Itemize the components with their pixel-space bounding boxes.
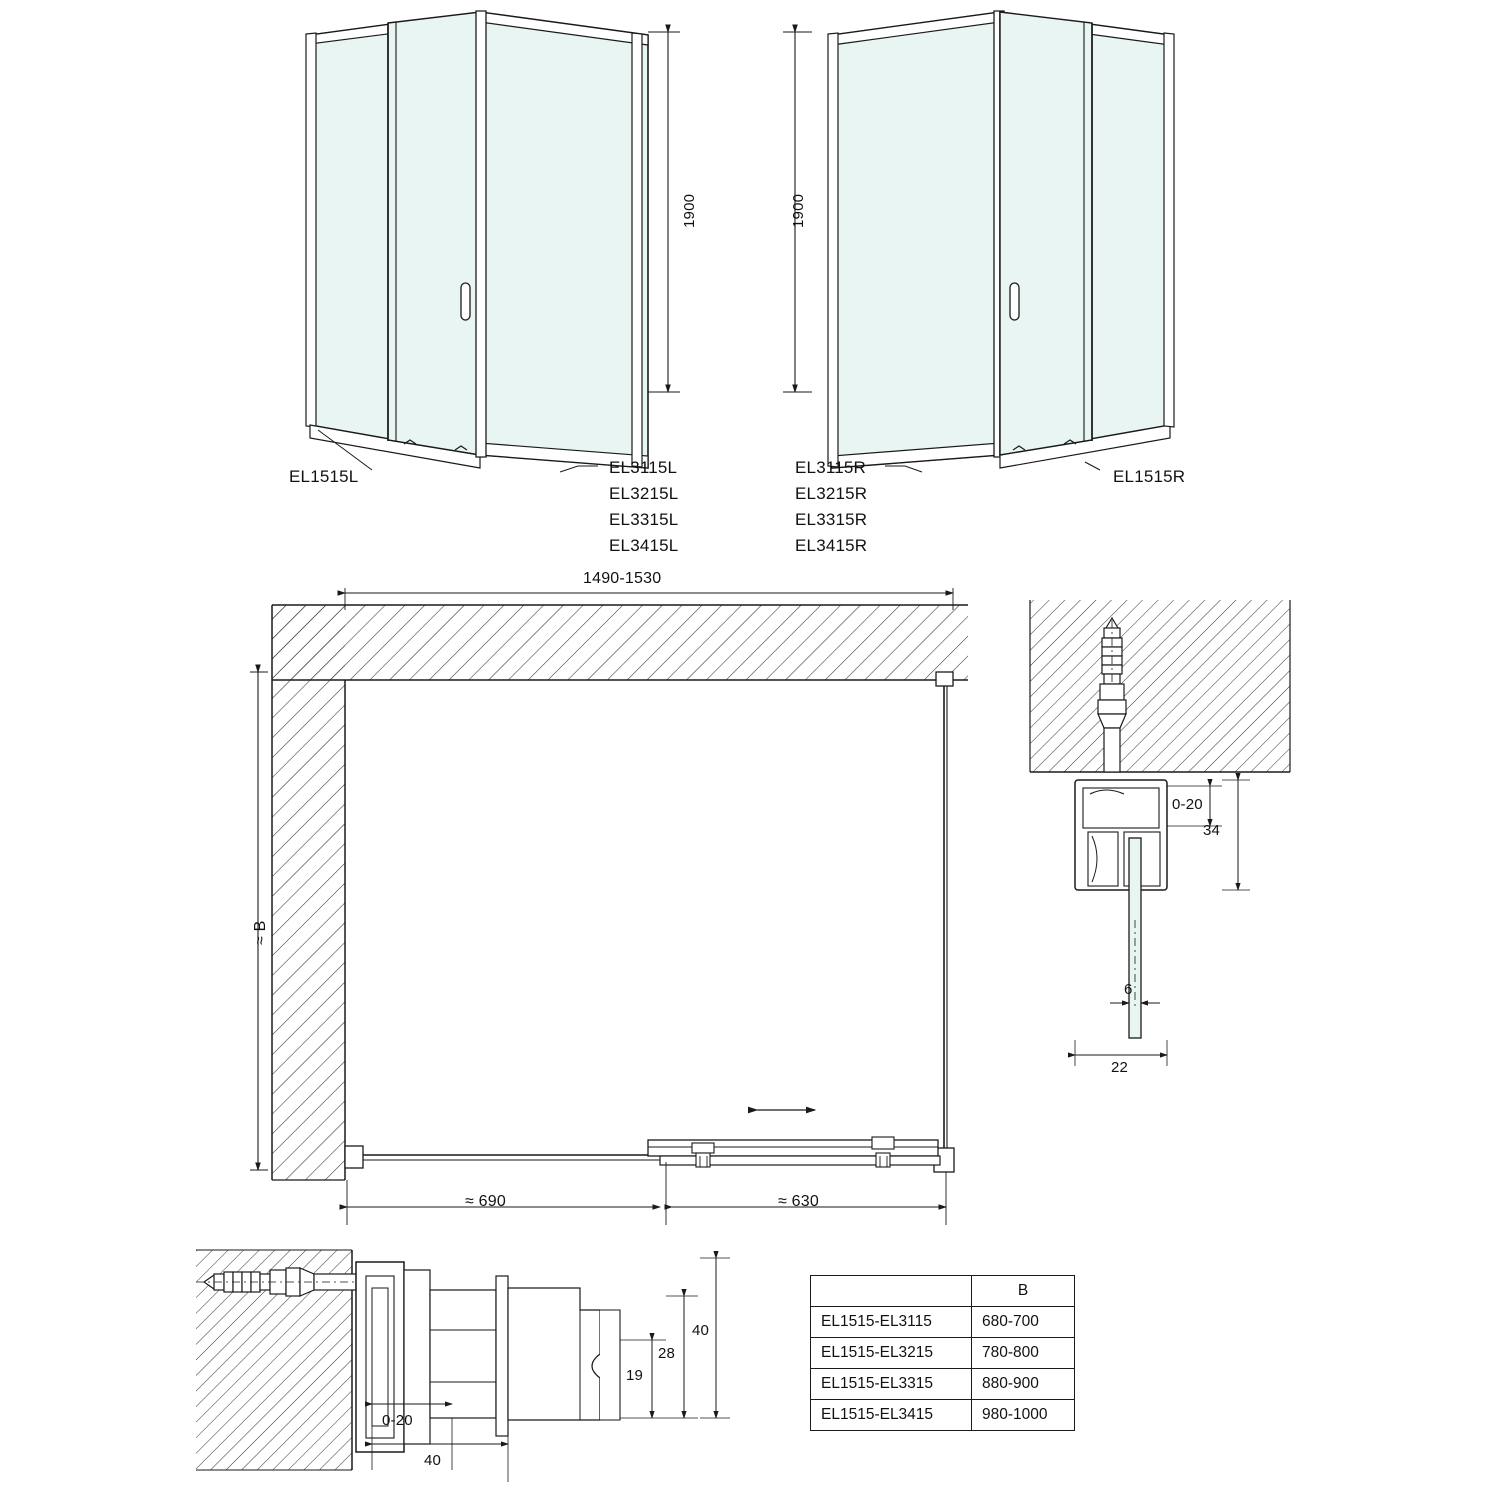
- table-cell-model: EL1515-EL3115: [811, 1307, 972, 1338]
- dimension-table: [810, 1275, 1075, 1431]
- table-header-blank: [811, 1276, 972, 1307]
- dim-bottom-depth: 40: [692, 1322, 710, 1339]
- label-el1515r: EL1515R: [1113, 467, 1186, 486]
- table-header-row: [811, 1276, 1075, 1307]
- dim-bottom-glass: 19: [626, 1367, 644, 1384]
- dim-bottom-width: 40: [424, 1452, 442, 1469]
- plan-view: [250, 588, 968, 1225]
- dim-glass-thickness: 6: [1124, 981, 1133, 998]
- table-cell-b: 680-700: [972, 1307, 1075, 1338]
- table-cell-model: EL1515-EL3315: [811, 1369, 972, 1400]
- table-cell-b: 880-900: [972, 1369, 1075, 1400]
- dim-plan-left-segment: ≈ 690: [465, 1193, 506, 1210]
- table-cell-b: 980-1000: [972, 1400, 1075, 1431]
- label-el3415l: EL3415L: [609, 536, 679, 555]
- label-el3215l: EL3215L: [609, 484, 679, 503]
- right-iso-view: [783, 11, 1174, 472]
- label-el1515l: EL1515L: [289, 467, 359, 486]
- table-cell-b: 780-800: [972, 1338, 1075, 1369]
- dim-plan-depth: ≈ B: [252, 920, 269, 945]
- bottom-detail-view: [196, 1250, 730, 1482]
- label-el3415r: EL3415R: [795, 536, 868, 555]
- dim-right-iso-height: 1900: [790, 193, 807, 228]
- table-row: [811, 1307, 1075, 1338]
- label-el3115l: EL3115L: [609, 458, 678, 477]
- profile-detail-view: [1030, 600, 1290, 1066]
- label-el3215r: EL3215R: [795, 484, 868, 503]
- dim-plan-right-segment: ≈ 630: [778, 1193, 819, 1210]
- dim-plan-width: 1490-1530: [583, 570, 662, 587]
- dim-profile-height: 34: [1203, 822, 1221, 839]
- table-cell-model: EL1515-EL3415: [811, 1400, 972, 1431]
- table-cell-model: EL1515-EL3215: [811, 1338, 972, 1369]
- table-row: [811, 1338, 1075, 1369]
- label-el3315l: EL3315L: [609, 510, 679, 529]
- left-iso-view: [306, 11, 680, 472]
- dim-profile-width: 22: [1111, 1059, 1129, 1076]
- label-el3115r: EL3115R: [795, 458, 867, 477]
- table-header-b: B: [972, 1276, 1075, 1307]
- table-row: [811, 1400, 1075, 1431]
- dim-bottom-adjust: 0-20: [382, 1412, 413, 1429]
- label-el3315r: EL3315R: [795, 510, 868, 529]
- dim-bottom-inner: 28: [658, 1345, 676, 1362]
- dim-profile-adjust: 0-20: [1172, 796, 1203, 813]
- table-row: [811, 1369, 1075, 1400]
- dim-left-iso-height: 1900: [681, 193, 698, 228]
